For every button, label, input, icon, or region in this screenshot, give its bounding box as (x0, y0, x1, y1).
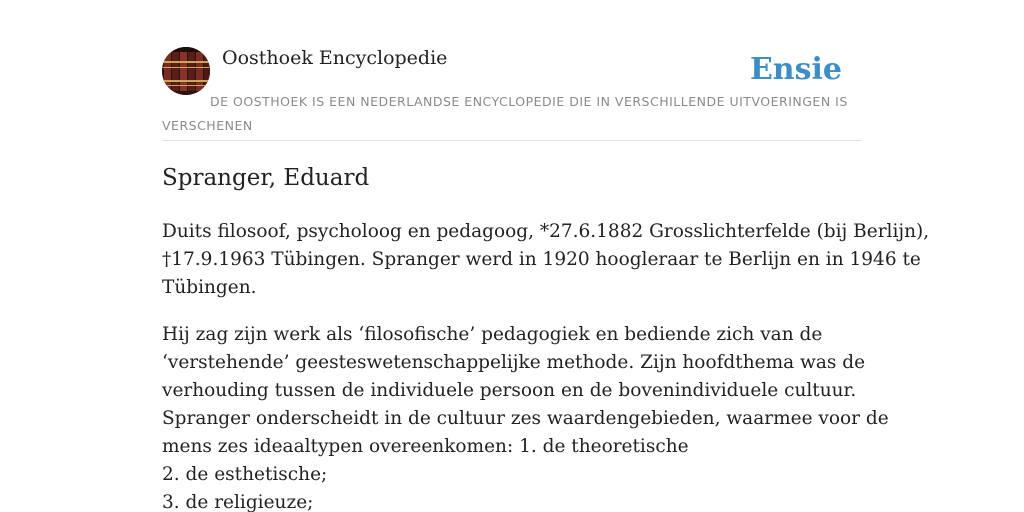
paragraph-line: Hij zag zijn werk als ‘filosofische’ pedagogiek en bediende zich van de (162, 324, 823, 345)
site-title[interactable]: Oosthoek Encyclopedie (222, 47, 448, 69)
site-tagline: DE OOSTHOEK IS EEN NEDERLANDSE ENCYCLOPEDIE DIE IN VERSCHILLENDE UITVOERINGEN IS VERSCHENEN (162, 94, 848, 133)
paragraph-line: Tübingen. (162, 277, 257, 298)
paragraph-line: ‘verstehende’ geesteswetenschappelijke methode. Zijn hoofdthema was de (162, 352, 866, 373)
brand-logo-link[interactable]: Ensie (749, 52, 842, 87)
paragraph-line: 3. de religieuze; (162, 492, 314, 512)
paragraph-line: 2. de esthetische; (162, 464, 328, 485)
paragraph-line: verhouding tussen de individuele persoon en de bovenindividuele cultuur. (162, 380, 857, 401)
article-title: Spranger, Eduard (162, 165, 370, 191)
paragraph-line: mens zes ideaaltypen overeenkomen: 1. de theoretische (162, 436, 689, 457)
paragraph-line: Spranger onderscheidt in de cultuur zes waardengebieden, waarmee voor de (162, 408, 889, 429)
article-paragraph (162, 218, 930, 302)
site-header (162, 46, 862, 141)
encyclopedia-books-icon[interactable] (162, 47, 210, 95)
article-paragraph (162, 321, 889, 512)
paragraph-line: †17.9.1963 Tübingen. Spranger werd in 1920 hoogleraar te Berlijn en in 1946 te (162, 249, 921, 270)
article (162, 160, 930, 512)
paragraph-line: Duits filosoof, psycholoog en pedagoog, *27.6.1882 Grosslichterfelde (bij Berlijn), (162, 221, 930, 242)
